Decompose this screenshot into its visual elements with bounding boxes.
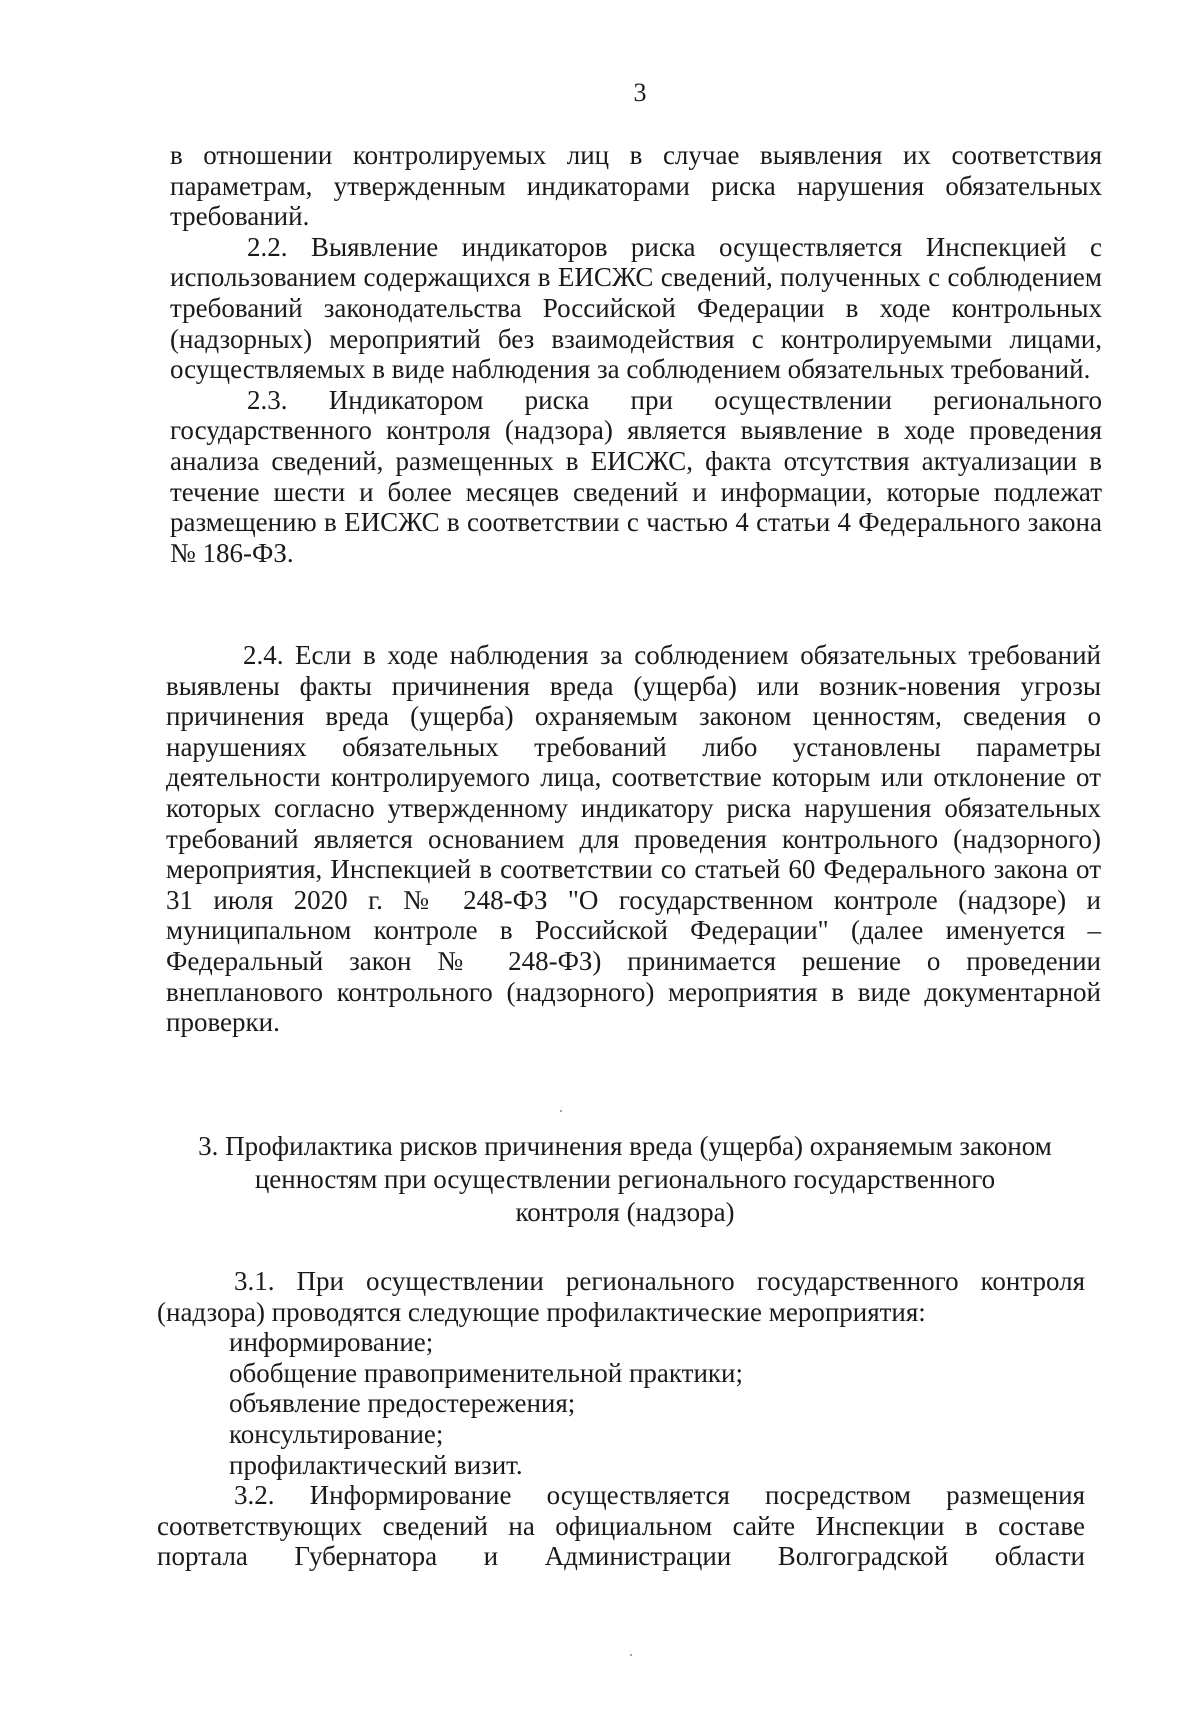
section-heading-line-3: контроля (надзора): [515, 1197, 735, 1227]
scan-speck: [560, 1110, 562, 1112]
list-item: обобщение правоприменительной практики;: [229, 1357, 743, 1388]
scan-speck: [630, 1654, 632, 1656]
body-text-top: [170, 140, 1102, 568]
list-item: объявление предостережения;: [229, 1388, 576, 1419]
paragraph-3-2: 3.2. Информирование осуществляется посредством размещения соответствующих сведений на официальном сайте Инспекции в составе портала Губернатора и Администрации Волгоградской области: [157, 1480, 1085, 1572]
paragraph-2-3: 2.3. Индикатором риска при осуществлении регионального государственного контроля (надзора) является выявление в ходе проведения анализа сведений, размещенных в ЕИСЖС, факта отсутствия актуализации в течение шести и более месяцев сведений и информации, которые подлежат размещению в ЕИСЖС в соответствии с частью 4 статьи 4 Федерального закона № 186-ФЗ.: [170, 384, 1102, 568]
list-item: информирование;: [229, 1327, 434, 1358]
paragraph-2-2: 2.2. Выявление индикаторов риска осуществляется Инспекцией с использованием содержащихся в ЕИСЖС сведений, полученных с соблюдением требований законодательства Российской Федерации в ходе контрольных (надзорных) мероприятий без взаимодействия с контролируемыми лицами, осуществляемых в виде наблюдения за соблюдением обязательных требований.: [170, 231, 1102, 385]
section-heading-line-1: 3. Профилактика рисков причинения вреда (ущерба) охраняемым законом: [198, 1131, 1052, 1161]
body-text-2-4: [166, 640, 1101, 1038]
page-number: 3: [633, 78, 647, 107]
list-item: консультирование;: [229, 1418, 444, 1449]
list-item: профилактический визит.: [229, 1449, 523, 1480]
section-heading: [150, 1130, 1100, 1229]
body-text-3-1: [157, 1266, 1085, 1572]
paragraph-2-4: 2.4. Если в ходе наблюдения за соблюдением обязательных требований выявлены факты причинения вреда (ущерба) или возник-новения угрозы причинения вреда (ущерба) охраняемым законом ценностям, сведения о нарушениях обязательных требований либо установлены параметры деятельности контролируемого лица, соответствие которым или отклонение от которых согласно утвержденному индикатору риска нарушения обязательных требований является основанием для проведения контрольного (надзорного) мероприятия, Инспекцией в соответствии со статьей 60 Федерального закона от 31 июля 2020 г. № 248-ФЗ "О государственном контроле (надзоре) и муниципальном контроле в Российской Федерации" (далее именуется – Федеральный закон № 248-ФЗ) принимается решение о проведении внепланового контрольного (надзорного) мероприятия в виде документарной проверки.: [166, 640, 1101, 1038]
paragraph-continuation: в отношении контролируемых лиц в случае выявления их соответствия параметрам, утвержденным индикаторами риска нарушения обязательных требований.: [170, 140, 1102, 232]
section-heading-line-2: ценностям при осуществлении регионального государственного: [254, 1164, 996, 1194]
paragraph-3-1: 3.1. При осуществлении регионального государственного контроля (надзора) проводятся следующие профилактические мероприятия:: [157, 1266, 1085, 1327]
